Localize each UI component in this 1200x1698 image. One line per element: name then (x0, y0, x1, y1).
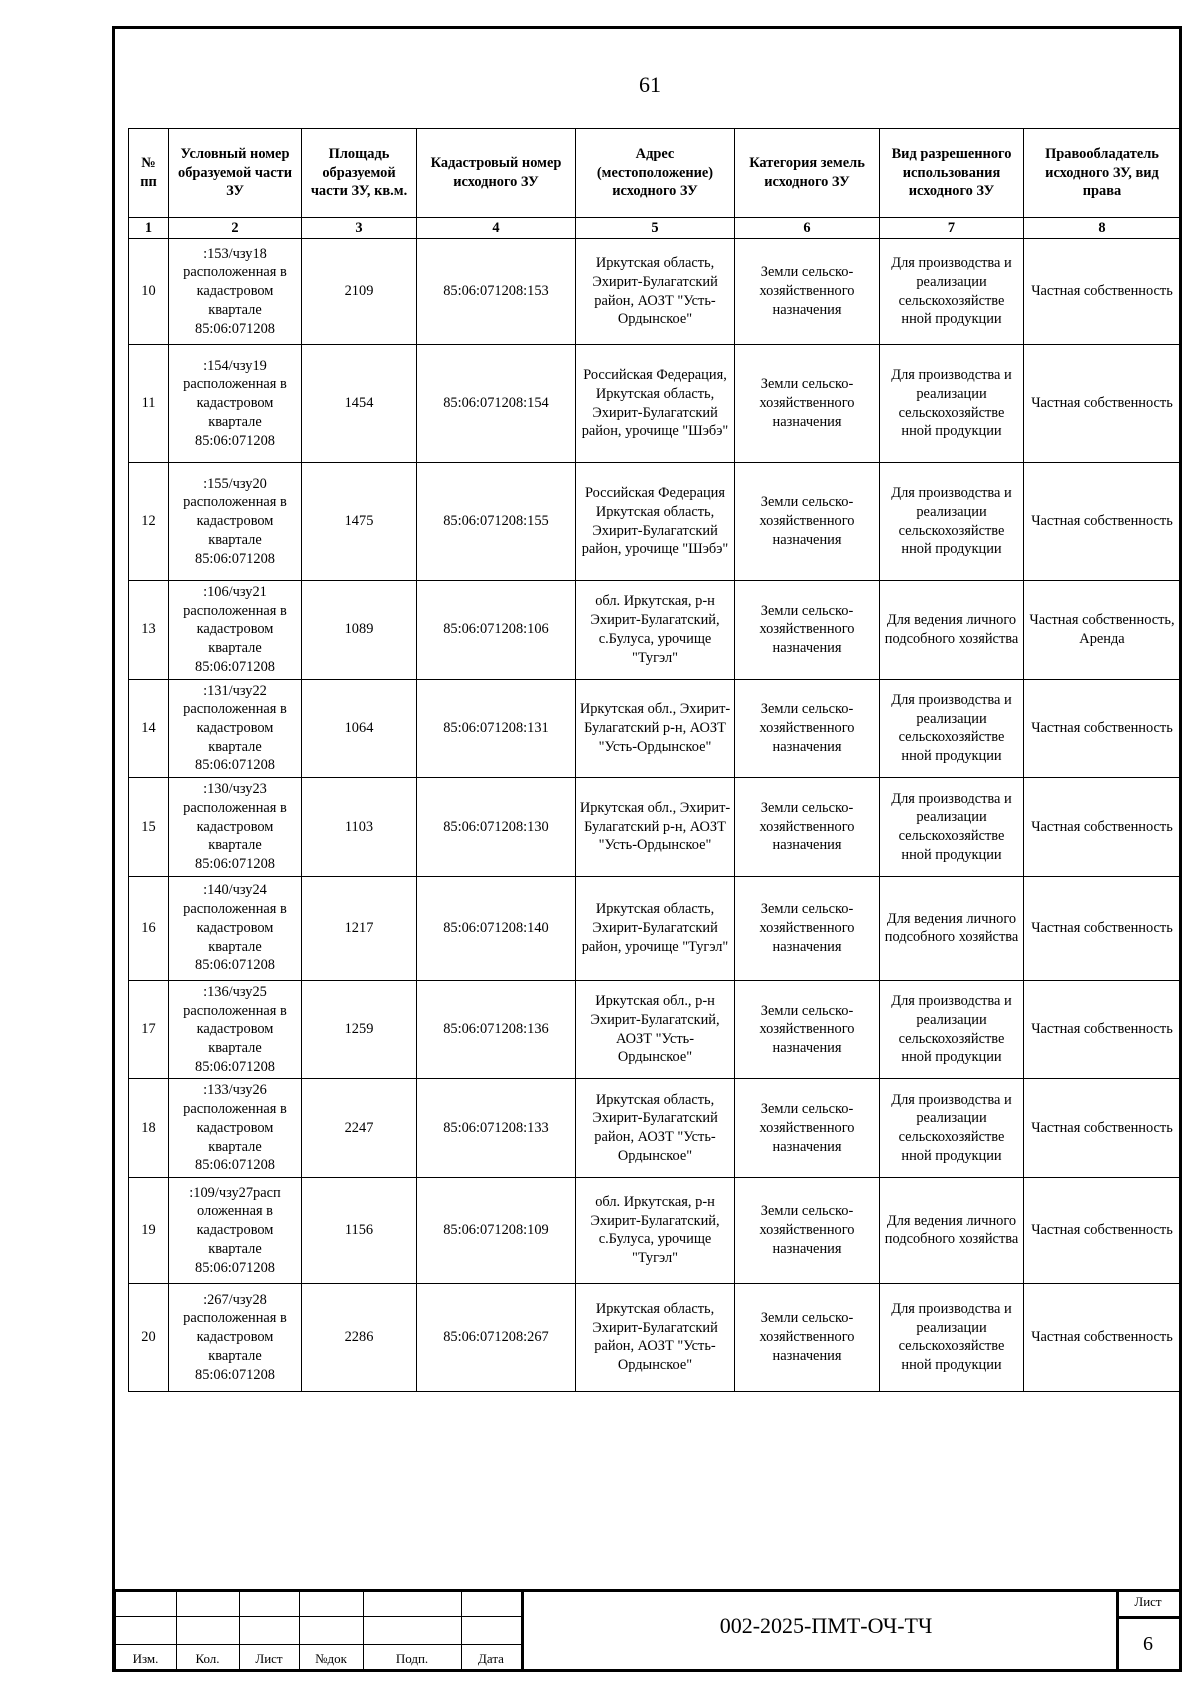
page-number: 61 (639, 72, 661, 97)
cell-row-number: 19 (129, 1177, 169, 1283)
col-number: 3 (302, 218, 417, 239)
cell-address: обл. Иркутская, р-н Эхирит-Булагатский, с.Булуса, урочище "Тугэл" (576, 581, 735, 680)
stamp-label-change: Изм. (132, 1651, 159, 1666)
cell-area: 1217 (302, 876, 417, 980)
table-row (129, 239, 1181, 345)
cell-owner: Частная собственность (1024, 1079, 1181, 1178)
cell-address: Российская Федерация Иркутская область, Эхирит-Булагатский район, урочище "Шэбэ" (576, 463, 735, 581)
cell-cadastral-number: 85:06:071208:130 (417, 778, 576, 877)
cell-area: 1064 (302, 679, 417, 778)
cell-area: 1156 (302, 1177, 417, 1283)
cell-row-number: 14 (129, 679, 169, 778)
cell-owner: Частная собственность (1024, 463, 1181, 581)
col-header-cadastral-number: Кадастровый номер исходного ЗУ (417, 129, 576, 218)
col-header-area: Площадь образуемой части ЗУ, кв.м. (302, 129, 417, 218)
cell-land-category: Земли сельско-хозяйственного назначения (735, 980, 880, 1079)
cell-cadastral-number: 85:06:071208:136 (417, 980, 576, 1079)
cell-address: обл. Иркутская, р-н Эхирит-Булагатский, с.Булуса, урочище "Тугэл" (576, 1177, 735, 1283)
cell-owner: Частная собственность (1024, 1283, 1181, 1391)
cell-address: Иркутская область, Эхирит-Булагатский район, АОЗТ "Усть-Ордынское" (576, 1079, 735, 1178)
cell-cadastral-number: 85:06:071208:140 (417, 876, 576, 980)
col-header-owner: Правообладатель исходного ЗУ, вид права (1024, 129, 1181, 218)
col-number: 2 (169, 218, 302, 239)
cell-owner: Частная собственность (1024, 345, 1181, 463)
cell-area: 1259 (302, 980, 417, 1079)
cell-owner: Частная собственность (1024, 876, 1181, 980)
cell-area: 1454 (302, 345, 417, 463)
cell-address: Иркутская область, Эхирит-Булагатский район, урочище "Тугэл" (576, 876, 735, 980)
cell-area: 1475 (302, 463, 417, 581)
cell-conditional-id: :136/чзу25 расположенная в кадастровом квартале 85:06:071208 (169, 980, 302, 1079)
cell-address: Иркутская область, Эхирит-Булагатский район, АОЗТ "Усть-Ордынское" (576, 1283, 735, 1391)
cell-conditional-id: :131/чзу22 расположенная в кадастровом квартале 85:06:071208 (169, 679, 302, 778)
stamp-label-date: Дата (478, 1651, 504, 1666)
cell-row-number: 13 (129, 581, 169, 680)
col-header-address: Адрес (местоположение) исходного ЗУ (576, 129, 735, 218)
cell-cadastral-number: 85:06:071208:133 (417, 1079, 576, 1178)
cell-land-category: Земли сельско-хозяйственного назначения (735, 778, 880, 877)
cell-land-category: Земли сельско-хозяйственного назначения (735, 876, 880, 980)
cell-area: 2286 (302, 1283, 417, 1391)
cell-cadastral-number: 85:06:071208:131 (417, 679, 576, 778)
cell-conditional-id: :267/чзу28 расположенная в кадастровом квартале 85:06:071208 (169, 1283, 302, 1391)
col-header-permitted-use: Вид разрешенного использования исходного ЗУ (880, 129, 1024, 218)
column-numbers-row (129, 218, 1181, 239)
table-row (129, 1079, 1181, 1178)
cell-row-number: 16 (129, 876, 169, 980)
land-parcels-table (128, 128, 1181, 1392)
cell-owner: Частная собственность (1024, 239, 1181, 345)
cell-land-category: Земли сельско-хозяйственного назначения (735, 1177, 880, 1283)
cell-owner: Частная собственность (1024, 778, 1181, 877)
stamp-label-signature: Подп. (395, 1651, 429, 1666)
col-number: 1 (129, 218, 169, 239)
cell-row-number: 10 (129, 239, 169, 345)
col-number: 7 (880, 218, 1024, 239)
cell-address: Иркутская обл., Эхирит-Булагатский р-н, АОЗТ "Усть-Ордынское" (576, 679, 735, 778)
cell-conditional-id: :109/чзу27расп оложенная в кадастровом квартале 85:06:071208 (169, 1177, 302, 1283)
cell-row-number: 11 (129, 345, 169, 463)
cell-owner: Частная собственность (1024, 1177, 1181, 1283)
cell-permitted-use: Для производства и реализации сельскохозяйстве нной продукции (880, 1079, 1024, 1178)
cell-owner: Частная собственность, Аренда (1024, 581, 1181, 680)
cell-conditional-id: :155/чзу20 расположенная в кадастровом квартале 85:06:071208 (169, 463, 302, 581)
cell-area: 1103 (302, 778, 417, 877)
cell-area: 2109 (302, 239, 417, 345)
cell-permitted-use: Для производства и реализации сельскохозяйстве нной продукции (880, 1283, 1024, 1391)
cell-permitted-use: Для ведения личного подсобного хозяйства (880, 876, 1024, 980)
cell-conditional-id: :153/чзу18 расположенная в кадастровом квартале 85:06:071208 (169, 239, 302, 345)
table-row (129, 876, 1181, 980)
table-row (129, 463, 1181, 581)
table-row (129, 679, 1181, 778)
cell-address: Иркутская обл., Эхирит-Булагатский р-н, АОЗТ "Усть-Ордынское" (576, 778, 735, 877)
cell-permitted-use: Для производства и реализации сельскохозяйстве нной продукции (880, 679, 1024, 778)
col-number: 8 (1024, 218, 1181, 239)
cell-address: Иркутская обл., р-н Эхирит-Булагатский, АОЗТ "Усть-Ордынское" (576, 980, 735, 1079)
stamp-label-sheet: Лист (255, 1651, 283, 1666)
cell-conditional-id: :140/чзу24 расположенная в кадастровом квартале 85:06:071208 (169, 876, 302, 980)
cell-row-number: 12 (129, 463, 169, 581)
stamp-label-doc-number: №док (315, 1651, 347, 1666)
cell-land-category: Земли сельско-хозяйственного назначения (735, 1283, 880, 1391)
cell-land-category: Земли сельско-хозяйственного назначения (735, 1079, 880, 1178)
cell-row-number: 17 (129, 980, 169, 1079)
col-number: 4 (417, 218, 576, 239)
sheet-number: 6 (1143, 1633, 1153, 1655)
col-number: 5 (576, 218, 735, 239)
cell-permitted-use: Для ведения личного подсобного хозяйства (880, 581, 1024, 680)
cell-permitted-use: Для производства и реализации сельскохозяйстве нной продукции (880, 463, 1024, 581)
cell-land-category: Земли сельско-хозяйственного назначения (735, 239, 880, 345)
title-block (115, 1589, 1179, 1669)
cell-land-category: Земли сельско-хозяйственного назначения (735, 345, 880, 463)
cell-conditional-id: :130/чзу23 расположенная в кадастровом квартале 85:06:071208 (169, 778, 302, 877)
stamp-label-quantity: Кол. (195, 1651, 220, 1666)
cell-row-number: 15 (129, 778, 169, 877)
cell-conditional-id: :106/чзу21 расположенная в кадастровом квартале 85:06:071208 (169, 581, 302, 680)
col-header-land-category: Категория земель исходного ЗУ (735, 129, 880, 218)
cell-permitted-use: Для производства и реализации сельскохозяйстве нной продукции (880, 239, 1024, 345)
document-code: 002-2025-ПМТ-ОЧ-ТЧ (719, 1613, 933, 1638)
col-header-number: № пп (129, 129, 169, 218)
cell-land-category: Земли сельско-хозяйственного назначения (735, 581, 880, 680)
cell-permitted-use: Для производства и реализации сельскохозяйстве нной продукции (880, 778, 1024, 877)
cell-conditional-id: :133/чзу26 расположенная в кадастровом квартале 85:06:071208 (169, 1079, 302, 1178)
table-row (129, 1177, 1181, 1283)
cell-permitted-use: Для производства и реализации сельскохозяйстве нной продукции (880, 980, 1024, 1079)
cell-conditional-id: :154/чзу19 расположенная в кадастровом квартале 85:06:071208 (169, 345, 302, 463)
cell-land-category: Земли сельско-хозяйственного назначения (735, 463, 880, 581)
cell-row-number: 18 (129, 1079, 169, 1178)
col-number: 6 (735, 218, 880, 239)
table-row (129, 345, 1181, 463)
table-row (129, 1283, 1181, 1391)
cell-area: 2247 (302, 1079, 417, 1178)
cell-row-number: 20 (129, 1283, 169, 1391)
cell-owner: Частная собственность (1024, 980, 1181, 1079)
cell-area: 1089 (302, 581, 417, 680)
cell-cadastral-number: 85:06:071208:155 (417, 463, 576, 581)
col-header-conditional-id: Условный номер образуемой части ЗУ (169, 129, 302, 218)
cell-permitted-use: Для производства и реализации сельскохозяйстве нной продукции (880, 345, 1024, 463)
sheet-label: Лист (1134, 1594, 1162, 1609)
cell-cadastral-number: 85:06:071208:153 (417, 239, 576, 345)
cell-cadastral-number: 85:06:071208:267 (417, 1283, 576, 1391)
cell-cadastral-number: 85:06:071208:154 (417, 345, 576, 463)
cell-address: Российская Федерация, Иркутская область, Эхирит-Булагатский район, урочище "Шэбэ" (576, 345, 735, 463)
table-row (129, 980, 1181, 1079)
cell-owner: Частная собственность (1024, 679, 1181, 778)
table-row (129, 581, 1181, 680)
cell-cadastral-number: 85:06:071208:106 (417, 581, 576, 680)
cell-permitted-use: Для ведения личного подсобного хозяйства (880, 1177, 1024, 1283)
cell-address: Иркутская область, Эхирит-Булагатский район, АОЗТ "Усть-Ордынское" (576, 239, 735, 345)
table-row (129, 778, 1181, 877)
cell-land-category: Земли сельско-хозяйственного назначения (735, 679, 880, 778)
header-row (129, 129, 1181, 218)
cell-cadastral-number: 85:06:071208:109 (417, 1177, 576, 1283)
